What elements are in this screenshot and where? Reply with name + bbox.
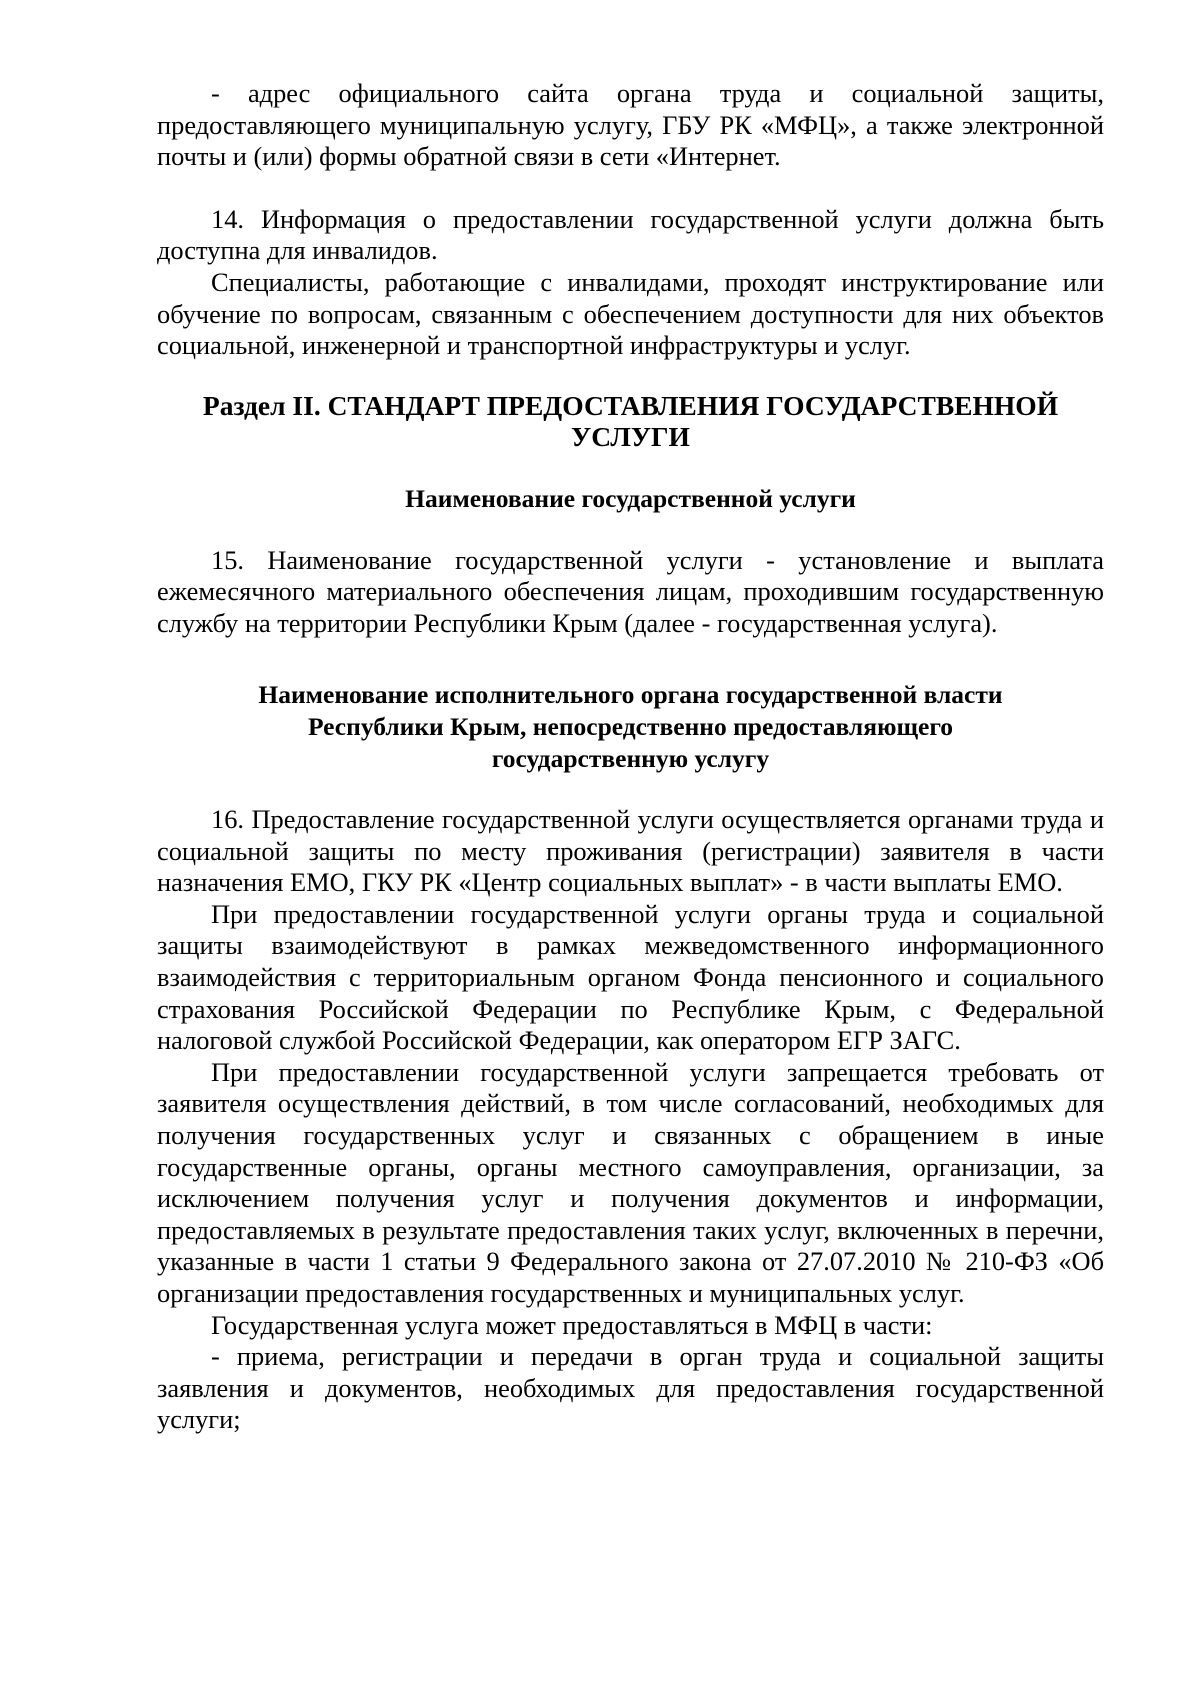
subheading-executive-organ — [157, 679, 1104, 774]
paragraph-16-mfc-item: - приема, регистрации и передачи в орган труда и социальной защиты заявления и документов, необходимых для предоставления государственной услуги; — [157, 1341, 1104, 1435]
paragraph-15: 15. Наименование государственной услуги - установление и выплата ежемесячного материального обеспечения лицам, проходившим государственную службу на территории Республики Крым (далее - государственная услуга). — [157, 544, 1104, 638]
paragraph-14: 14. Информация о предоставлении государственной услуги должна быть доступна для инвалидов. — [157, 203, 1104, 266]
paragraph-16: 16. Предоставление государственной услуги осуществляется органами труда и социальной защиты по месту проживания (регистрации) заявителя в части назначения ЕМО, ГКУ РК «Центр социальных выплат» - в части выплаты ЕМО. — [157, 804, 1104, 898]
section-heading-line1: Раздел II. СТАНДАРТ ПРЕДОСТАВЛЕНИЯ ГОСУДАРСТВЕННОЙ — [202, 389, 1059, 421]
section-heading-line2: УСЛУГИ — [571, 421, 690, 453]
subheading-organ-line3: государственную услугу — [491, 743, 770, 773]
document-body — [157, 78, 1104, 1436]
subheading-organ-line2: Республики Крым, непосредственно предоставляющего — [307, 711, 954, 741]
paragraph-16-mfc: Государственная услуга может предоставляться в МФЦ в части: — [211, 1309, 933, 1340]
subheading-service-name: Наименование государственной услуги — [405, 483, 856, 513]
paragraph-16-prohibition: При предоставлении государственной услуги запрещается требовать от заявителя осуществления действий, в том числе согласований, необходимых для получения государственных услуг и связанных с обращением в иные государственные органы, органы местного самоуправления, организации, за исключением получения услуг и получения документов и информации, предоставляемых в результате предоставления таких услуг, включенных в перечни, указанные в части 1 статьи 9 Федерального закона от 27.07.2010 № 210-ФЗ «Об организации предоставления государственных и муниципальных услуг. — [157, 1056, 1104, 1308]
section-heading — [157, 390, 1104, 453]
paragraph-14-specialists: Специалисты, работающие с инвалидами, проходят инструктирование или обучение по вопросам, связанным с обеспечением доступности для них объектов социальной, инженерной и транспортной инфраструктуры и услуг. — [157, 266, 1104, 361]
paragraph-website-address: - адрес официального сайта органа труда и социальной защиты, предоставляющего муниципальную услугу, ГБУ РК «МФЦ», а также электронной почты и (или) формы обратной связи в сети «Интернет. — [157, 78, 1104, 172]
subheading-organ-line1: Наименование исполнительного органа государственной власти — [258, 680, 1003, 710]
paragraph-16-interaction: При предоставлении государственной услуги органы труда и социальной защиты взаимодействуют в рамках межведомственного информационного взаимодействия с территориальным органом Фонда пенсионного и социального страхования Российской Федерации по Республике Крым, с Федеральной налоговой службой Российской Федерации, как оператором ЕГР ЗАГС. — [157, 898, 1104, 1056]
